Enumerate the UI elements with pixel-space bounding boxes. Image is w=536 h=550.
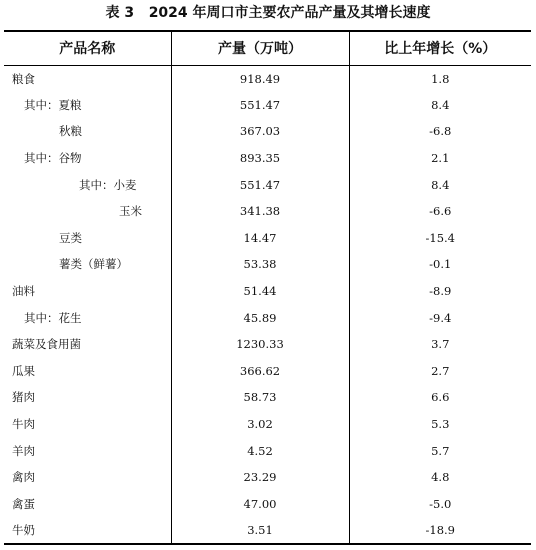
table-row: [4, 65, 531, 92]
output-cell: 14.47: [171, 225, 349, 252]
output-cell: 551.47: [171, 92, 349, 119]
table-row: [4, 145, 531, 172]
product-name-cell: 其中：花生: [24, 310, 82, 325]
product-name-cell: 秋粮: [59, 124, 82, 139]
product-name-cell: 其中：小麦: [79, 177, 137, 192]
output-cell: 918.49: [171, 65, 349, 92]
output-cell: 3.51: [171, 517, 349, 544]
header-product-name: 产品名称: [4, 31, 171, 65]
header-growth: 比上年增长（%）: [349, 31, 531, 65]
output-cell: 1230.33: [171, 331, 349, 358]
output-cell: 893.35: [171, 145, 349, 172]
output-cell: 23.29: [171, 464, 349, 491]
growth-cell: 4.8: [431, 470, 450, 485]
output-cell: 3.02: [171, 411, 349, 438]
table-row: [4, 225, 531, 252]
growth-cell: 6.6: [431, 390, 450, 405]
growth-cell: -15.4: [425, 230, 455, 245]
table-row: [4, 331, 531, 358]
table-row: [4, 198, 531, 225]
growth-cell: -6.8: [429, 124, 452, 139]
output-cell: 58.73: [171, 384, 349, 411]
product-name-cell: 羊肉: [12, 443, 35, 458]
product-name-cell: 牛奶: [4, 517, 171, 544]
header-row: [4, 31, 531, 65]
table-row: [4, 92, 531, 119]
growth-cell: -18.9: [349, 517, 531, 544]
growth-cell: -0.1: [429, 257, 452, 272]
product-name-cell: 猪肉: [12, 390, 35, 405]
product-name-cell: 瓜果: [12, 363, 35, 378]
product-name-cell: 蔬菜及食用菌: [12, 337, 81, 352]
table-caption: 表 3 2024 年周口市主要农产品产量及其增长速度: [105, 5, 431, 21]
output-cell: 4.52: [171, 437, 349, 464]
growth-cell: 1.8: [431, 71, 450, 86]
table-row: [4, 358, 531, 385]
table-row: [4, 171, 531, 198]
growth-cell: 2.1: [431, 151, 450, 166]
output-cell: 53.38: [171, 251, 349, 278]
growth-cell: 5.3: [431, 417, 450, 432]
product-name-cell: 其中：夏粮: [24, 97, 82, 112]
growth-cell: -6.6: [429, 204, 452, 219]
growth-cell: 2.7: [431, 363, 450, 378]
output-cell: 341.38: [171, 198, 349, 225]
table-row: [4, 278, 531, 305]
product-name-cell: 其中：谷物: [24, 151, 82, 166]
product-name-cell: 粮食: [12, 71, 35, 86]
table-row: [4, 464, 531, 491]
growth-cell: -9.4: [429, 310, 452, 325]
product-name-cell: 禽蛋: [12, 496, 35, 511]
product-name-cell: 油料: [12, 284, 35, 299]
growth-cell: 5.7: [431, 443, 450, 458]
growth-cell: -8.9: [429, 284, 452, 299]
output-cell: 45.89: [171, 304, 349, 331]
product-name-cell: 豆类: [59, 230, 82, 245]
table-row: [4, 411, 531, 438]
table-row: [4, 517, 531, 544]
growth-cell: -5.0: [429, 496, 452, 511]
product-name-cell: 玉米: [119, 204, 142, 219]
agri-output-table: [4, 30, 531, 545]
growth-cell: 8.4: [431, 177, 450, 192]
product-name-cell: 牛肉: [12, 417, 35, 432]
output-cell: 47.00: [171, 491, 349, 518]
output-cell: 366.62: [171, 358, 349, 385]
output-cell: 51.44: [171, 278, 349, 305]
table-row: [4, 491, 531, 518]
growth-cell: 3.7: [431, 337, 450, 352]
output-cell: 551.47: [171, 171, 349, 198]
table-row: [4, 384, 531, 411]
output-cell: 367.03: [171, 118, 349, 145]
table-row: [4, 304, 531, 331]
product-name-cell: 禽肉: [12, 470, 35, 485]
table-row: [4, 251, 531, 278]
product-name-cell: 薯类（鲜薯）: [59, 257, 128, 272]
header-output: 产量（万吨）: [171, 31, 349, 65]
table-row: [4, 437, 531, 464]
table-row: [4, 118, 531, 145]
growth-cell: 8.4: [431, 97, 450, 112]
